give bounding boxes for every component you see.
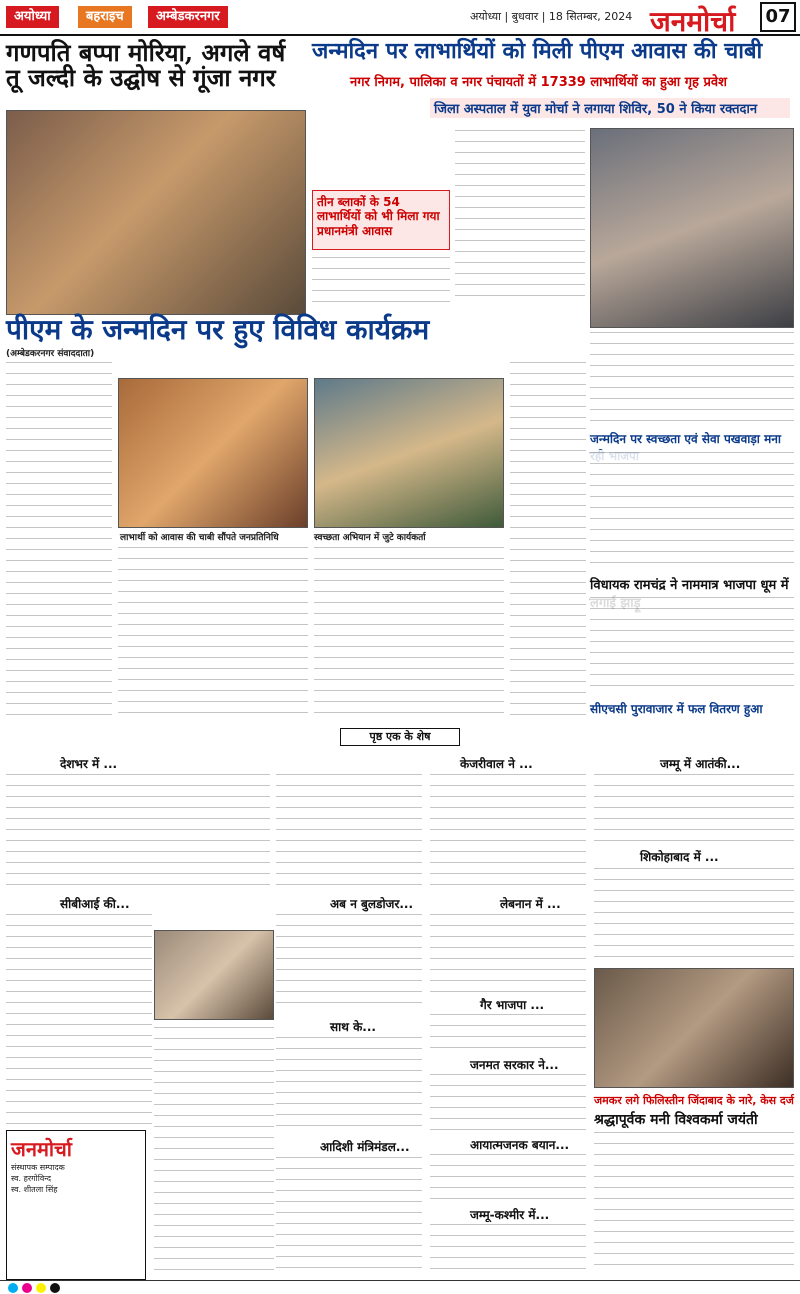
photo-awas-keys	[118, 378, 308, 528]
article-column	[312, 255, 450, 305]
logo-line: स्व. हरगोविन्द	[11, 1174, 51, 1183]
continued-label: पृष्ठ एक के शेष	[340, 728, 460, 746]
side-headline-mla: विधायक रामचंद्र ने नाममात्र भाजपा धूम में	[590, 578, 789, 593]
article-column	[154, 1025, 274, 1275]
section-head: जम्मू में आतंकी...	[660, 757, 741, 771]
headline-blood-donation: जिला अस्पताल में युवा मोर्चा ने लगाया शिविर, 50 ने किया रक्तदान	[430, 98, 790, 118]
logo-masthead: जनमोर्चा	[11, 1137, 72, 1161]
masthead-logo-box	[6, 1130, 146, 1280]
article-column	[430, 1072, 586, 1132]
page-number: 07	[760, 2, 796, 32]
side-headline-cleanliness: जन्मदिन पर स्वच्छता एवं सेवा पखवाड़ा मना	[590, 432, 782, 446]
photo-court	[154, 930, 274, 1020]
article-column	[276, 772, 422, 890]
banner-dateline: (अम्बेडकरनगर संवाददाता)	[6, 349, 95, 359]
article-column	[455, 128, 585, 303]
article-column	[430, 1222, 586, 1277]
article-column	[118, 545, 308, 720]
registration-dot	[50, 1283, 60, 1293]
section-tag-bahraich: बहराइच	[78, 6, 132, 28]
section-head: देशभर में ...	[60, 757, 118, 771]
section-head-protest: जमकर लगे फिलिस्तीन जिंदाबाद के नारे, केस दर्ज	[594, 1094, 794, 1107]
photo-ganpati-procession	[6, 110, 306, 315]
side-headline-chc: सीएचसी पुरावाजार में फल वितरण हुआ	[590, 702, 763, 716]
article-column	[594, 772, 794, 842]
top-bar	[0, 0, 800, 36]
section-head: जनमत सरकार ने...	[470, 1058, 559, 1072]
article-column	[510, 360, 586, 720]
section-head: साथ के...	[330, 1020, 376, 1034]
logo-line: संस्थापक सम्पादक	[11, 1163, 65, 1172]
article-column	[594, 866, 794, 961]
section-head-vishwakarma: श्रद्धापूर्वक मनी विश्वकर्मा जयंती	[594, 1112, 758, 1128]
article-column	[430, 912, 586, 992]
article-column	[430, 1012, 586, 1052]
article-column	[6, 360, 112, 720]
caption-cleanliness: स्वच्छता अभियान में जुटे कार्यकर्ता	[314, 533, 426, 543]
article-column	[6, 912, 152, 1127]
registration-dot	[36, 1283, 46, 1293]
section-head: गैर भाजपा ...	[480, 998, 545, 1012]
section-head: आयात्मजनक बयान...	[470, 1138, 570, 1152]
photo-cleanliness-drive	[314, 378, 504, 528]
headline-ganpati: गणपति बप्पा मोरिया, अगले वर्ष तू जल्दी के उद्घोष से गूंजा नगर	[6, 38, 286, 93]
photo-blood-donation	[590, 128, 794, 328]
banner-pm-birthday: पीएम के जन्मदिन पर हुए विविध कार्यक्रम	[6, 313, 430, 346]
registration-dot	[8, 1283, 18, 1293]
article-column	[6, 772, 270, 890]
photo-protest	[594, 968, 794, 1088]
spacer-2	[160, 110, 161, 111]
section-tag-ambedkarnagar: अम्बेडकरनगर	[148, 6, 228, 28]
section-head: सीबीआई की...	[60, 897, 130, 911]
section-head: अब न बुलडोजर...	[330, 897, 414, 911]
article-column	[276, 1035, 422, 1135]
registration-dot	[22, 1283, 32, 1293]
section-tag-ayodhya: अयोध्या	[6, 6, 59, 28]
article-column	[594, 1130, 794, 1275]
caption-awas: लाभार्थी को आवास की चाबी सौंपते जनप्रतिनिधि	[120, 533, 279, 543]
registration-strip	[0, 1280, 800, 1294]
logo-line: स्व. शीतला सिंह	[11, 1185, 58, 1194]
section-head: आदिशी मंत्रिमंडल...	[320, 1140, 410, 1154]
article-column	[430, 772, 586, 890]
article-column	[430, 1152, 586, 1202]
section-head: जम्मू-कश्मीर में...	[470, 1208, 550, 1222]
section-head: शिकोहाबाद में ...	[640, 850, 719, 864]
dateline: अयोध्या | बुधवार | 18 सितम्बर, 2024	[470, 10, 633, 23]
article-column	[590, 450, 794, 570]
headline-pm-awas: जन्मदिन पर लाभार्थियों को मिली पीएम आवास की चाबी	[312, 38, 763, 64]
subheadline-pm-awas: नगर निगम, पालिका व नगर पंचायतों में 17339 लाभार्थियों का हुआ गृह प्रवेश	[350, 75, 727, 90]
masthead: जनमोर्चा	[650, 5, 736, 38]
section-head: केजरीवाल ने ...	[460, 757, 533, 771]
article-column	[590, 595, 794, 695]
article-column	[590, 330, 794, 425]
article-column	[276, 1155, 422, 1275]
section-head: लेबनान में ...	[500, 897, 561, 911]
article-column	[314, 545, 504, 720]
article-column	[276, 912, 422, 1012]
highlight-box-blocks: तीन ब्लाकों के 54 लाभार्थियों को भी मिला गया प्रधानमंत्री आवास	[312, 190, 450, 250]
